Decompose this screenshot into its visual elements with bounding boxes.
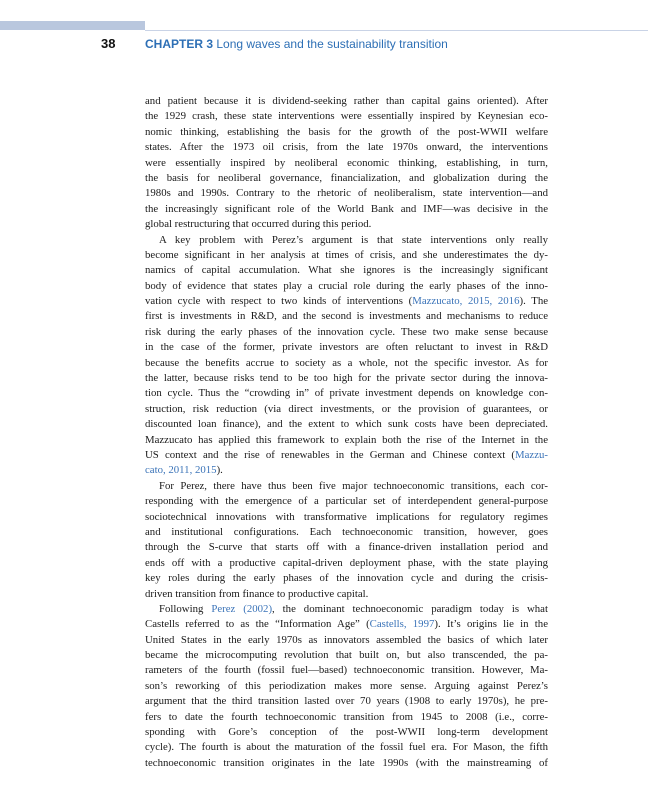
header-rule (145, 30, 648, 31)
text-run: in the case of the former, private investors are often reluctant to invest in R&D (145, 341, 548, 354)
text-run: struction, risk reduction (via direct investments, or the provision of guarantees, or (145, 402, 548, 415)
text-line (145, 325, 548, 340)
citation-link[interactable]: Mazzucato, 2015, 2016 (412, 295, 520, 308)
chapter-label: CHAPTER 3 (145, 37, 214, 51)
text-line (145, 248, 548, 263)
text-line (145, 309, 548, 324)
text-run: ends off with a productive capital-driven deployment phase, with the state playing (145, 556, 548, 569)
paragraph (145, 94, 548, 233)
text-run: become significant in her analysis at times of crisis, and she underestimates the dy- (145, 248, 548, 261)
page-number: 38 (101, 36, 116, 51)
text-run: ). It’s origins lie in the (434, 618, 548, 631)
citation-link[interactable]: Mazzu- (515, 448, 548, 461)
paragraph (145, 602, 548, 771)
text-line (145, 94, 548, 109)
text-run: ). (216, 464, 223, 477)
text-line (145, 571, 548, 586)
header-accent-bar (0, 21, 145, 30)
text-line (145, 433, 548, 448)
text-run: the 1929 crash, these state interventions were essentially inspired by Keynesian eco- (145, 110, 548, 123)
text-run: ). The (519, 295, 549, 308)
text-line (145, 648, 548, 663)
text-run: were essentially inspired by neoliberal economic thinking, establishing, in turn, (145, 156, 548, 169)
text-run: United States in the early 1970s as innovators assembled the basics of which later (145, 633, 548, 646)
text-run: argument that the third transition lasted over 70 years (1908 to early 1970s), he pre- (145, 695, 548, 708)
text-run: the increasingly significant role of the World Bank and IMF—was decisive in the (145, 202, 548, 215)
text-line (145, 494, 548, 509)
text-line (145, 694, 548, 709)
text-run: rameters of the fourth (fossil fuel—based) technoeconomic transition. However, Ma- (145, 664, 548, 677)
paragraph (145, 479, 548, 602)
text-run: sociotechnical innovations with transformative implications for regulatory regimes (145, 510, 548, 523)
text-run: US context and the rise of renewables in the German and Chinese context ( (145, 448, 516, 461)
text-run: the latter, because risks tend to be too high for the private sector during the innova- (145, 372, 548, 385)
text-line (145, 617, 548, 632)
text-line (145, 463, 548, 478)
text-run: sponding with Gore’s conception of the post-WWII long-term development (145, 726, 548, 739)
text-line (145, 386, 548, 401)
text-line (145, 525, 548, 540)
text-run: through the S-curve that starts off with a finance-driven installation period and (145, 541, 548, 554)
text-line (145, 633, 548, 648)
text-run: driven transition from finance to productive capital. (145, 587, 369, 600)
text-run: nomic thinking, establishing the basis for the growth of the post-WWII welfare (145, 125, 548, 138)
citation-link[interactable]: Castells, 1997 (369, 618, 435, 631)
text-line (145, 233, 548, 248)
text-line (145, 417, 548, 432)
paragraph (145, 233, 548, 479)
text-run: A key problem with Perez’s argument is that state interventions only really (159, 233, 548, 246)
text-run: fers to date the fourth technoeconomic transition from 1945 to 2008 (i.e., corre- (145, 710, 548, 723)
text-run: Castells referred to as the “Information Age” ( (145, 618, 370, 631)
text-line (145, 340, 548, 355)
text-run: For Perez, there have thus been five major technoeconomic transitions, each cor- (159, 479, 548, 492)
text-line (145, 587, 548, 602)
text-line (145, 402, 548, 417)
text-run: risk during the early phases of the innovation cycle. These two make sense because (145, 325, 548, 338)
text-line (145, 756, 548, 771)
text-run: vation cycle with respect to two kinds of interventions ( (145, 295, 413, 308)
body-text (145, 94, 548, 771)
text-run: and patient because it is dividend-seeking rather than capital gains oriented). After (145, 95, 548, 107)
citation-link[interactable]: cato, 2011, 2015 (145, 464, 217, 477)
text-run: namics of capital accumulation. What she ignores is the increasingly significant (145, 264, 548, 277)
text-line (145, 479, 548, 494)
text-line (145, 294, 548, 309)
text-run: technoeconomic transition originates in the late 1990s (with the mainstreaming of (145, 756, 548, 769)
text-line (145, 679, 548, 694)
text-line (145, 510, 548, 525)
text-run: 1980s and 1990s. Contrary to the rhetoric of neoliberalism, state intervention—and (145, 187, 548, 200)
text-line (145, 710, 548, 725)
text-run: states. After the 1973 oil crisis, from the late 1970s onward, the interventions (145, 141, 548, 154)
citation-link[interactable]: Perez (2002) (211, 602, 273, 615)
text-line (145, 109, 548, 124)
text-run: the basis for neoliberal governance, financialization, and globalization during the (145, 171, 548, 184)
text-run: key roles during the early phases of the innovation cycle and during the crisis- (145, 572, 548, 585)
text-run: Mazzucato has applied this framework to explain both the rise of the Internet in the (145, 433, 548, 446)
text-run: responding with the emergence of a particular set of interdependent general-purpose (145, 495, 548, 508)
text-line (145, 186, 548, 201)
text-line (145, 740, 548, 755)
text-line (145, 371, 548, 386)
text-run: global restructuring that occurred during this period. (145, 218, 372, 231)
text-line (145, 125, 548, 140)
text-run: tion cycle. Thus the “crowding in” of private investment depends on knowledge con- (145, 387, 548, 400)
text-line (145, 448, 548, 463)
running-head (145, 37, 448, 51)
text-run: , the dominant technoeconomic paradigm today is what (272, 602, 548, 615)
text-line (145, 171, 548, 186)
text-run: body of evidence that states play a crucial role during the early phases of the inno- (145, 279, 548, 292)
text-line (145, 725, 548, 740)
text-line (145, 356, 548, 371)
text-run: first is investments in R&D, and the second is investments and mechanisms to reduce (145, 310, 548, 323)
chapter-title: Long waves and the sustainability transition (216, 37, 448, 51)
text-run: because the benefits accrue to society as a whole, not the specific investor. As for (145, 356, 548, 369)
text-run: son’s reworking of this periodization makes more sense. Arguing against Perez’s (145, 679, 548, 692)
text-run: cycle). The fourth is about the maturation of the fossil fuel era. For Mason, the fifth (145, 741, 548, 754)
text-line (145, 602, 548, 617)
text-line (145, 540, 548, 555)
text-run: and institutional configurations. Each technoeconomic transition, however, goes (145, 525, 548, 538)
text-line (145, 202, 548, 217)
text-line (145, 217, 548, 232)
text-line (145, 263, 548, 278)
text-run: became the microcomputing revolution that built on, but also transcended, the pa- (145, 649, 548, 662)
text-line (145, 556, 548, 571)
text-line (145, 279, 548, 294)
text-line (145, 156, 548, 171)
text-line (145, 140, 548, 155)
text-run: discounted loan finance), and the extent to which sunk costs have been depreciated. (145, 418, 548, 431)
text-run: Following (159, 602, 212, 615)
text-line (145, 663, 548, 678)
